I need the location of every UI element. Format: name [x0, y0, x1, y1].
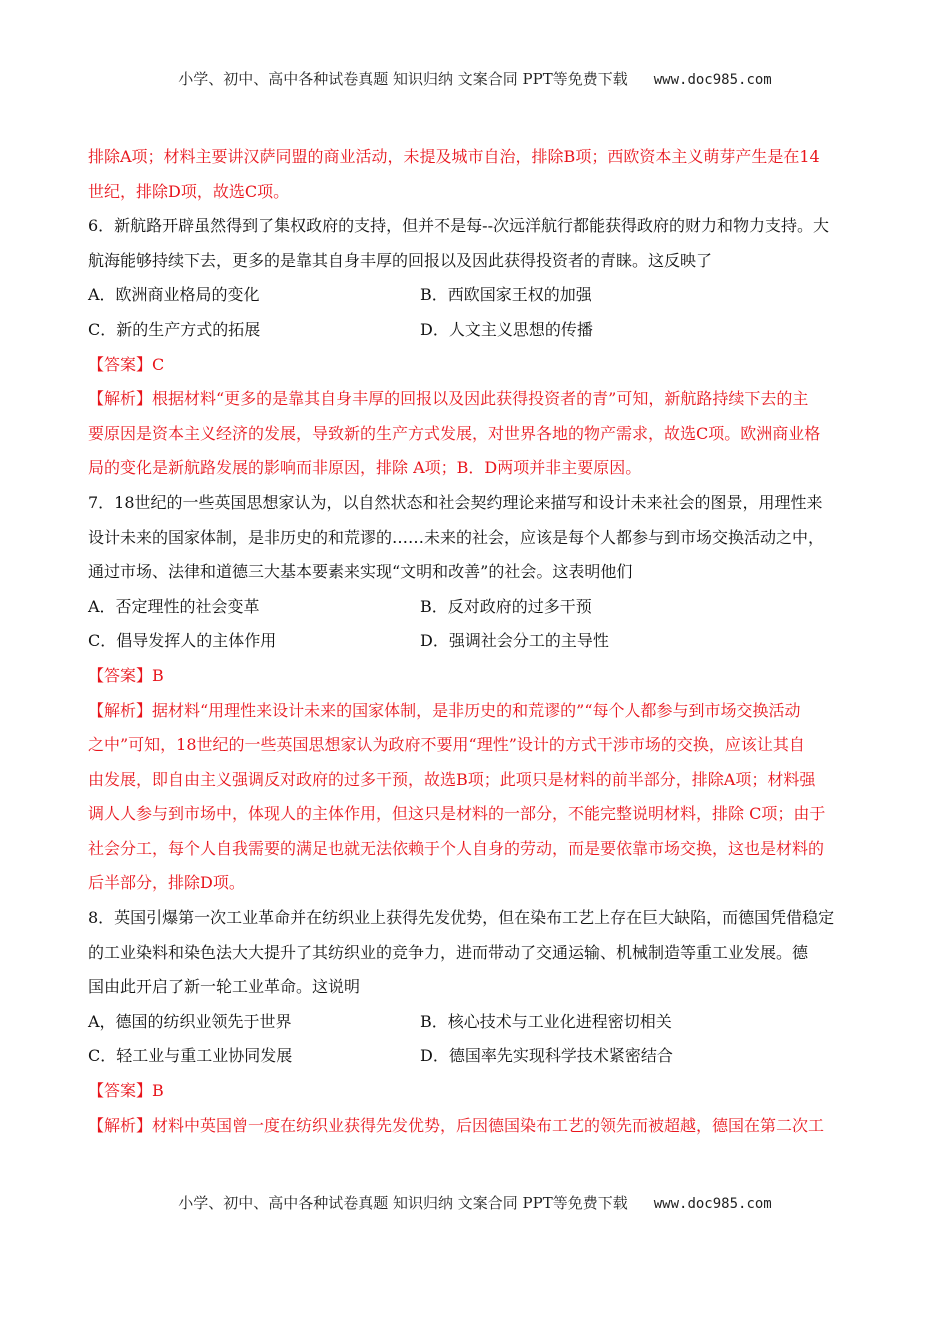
answer-label: 【答案】C	[88, 354, 165, 374]
analysis-line: 后半部分，排除D项。	[88, 873, 245, 893]
question-stem-line: 的工业染料和染色法大大提升了其纺织业的竞争力，进而带动了交通运输、机械制造等重工业发展。德	[88, 942, 809, 962]
page-header	[0, 68, 950, 89]
page-footer	[0, 1192, 950, 1213]
question-7	[88, 486, 866, 901]
option-a: A．否定理性的社会变革	[88, 596, 260, 616]
answer-label: 【答案】B	[88, 1081, 164, 1101]
footer-text: 小学、初中、高中各种试卷真题 知识归纳 文案合同 PPT等免费下载	[178, 1194, 628, 1212]
options-row	[88, 624, 866, 659]
option-d: D．人文主义思想的传播	[420, 319, 593, 339]
header-text: 小学、初中、高中各种试卷真题 知识归纳 文案合同 PPT等免费下载	[178, 70, 628, 88]
option-d: D．德国率先实现科学技术紧密结合	[420, 1046, 673, 1066]
document-body	[88, 140, 866, 1143]
question-stem-line: 通过市场、法律和道德三大基本要素来实现“文明和改善”的社会。这表明他们	[88, 562, 633, 582]
header-site-link[interactable]: www.doc985.com	[653, 72, 772, 88]
question-6	[88, 209, 866, 486]
question-8	[88, 901, 866, 1143]
prev-analysis-line: 排除A项；材料主要讲汉萨同盟的商业活动，未提及城市自治，排除B项；西欧资本主义萌芽产生是在14	[88, 147, 820, 166]
analysis-line: 【解析】根据材料“更多的是靠其自身丰厚的回报以及因此获得投资者的青”可知，新航路持续下去的主	[88, 389, 809, 409]
question-stem-line: 6．新航路开辟虽然得到了集权政府的支持，但并不是每--次远洋航行都能获得政府的财力和物力支持。大	[88, 216, 829, 236]
analysis-line: 局的变化是新航路发展的影响而非原因，排除 A项；B．D两项并非主要原因。	[88, 458, 642, 478]
option-b: B．核心技术与工业化进程密切相关	[420, 1011, 672, 1031]
answer-label: 【答案】B	[88, 665, 164, 685]
question-stem-line: 航海能够持续下去，更多的是靠其自身丰厚的回报以及因此获得投资者的青睐。这反映了	[88, 250, 713, 270]
analysis-line: 社会分工，每个人自我需要的满足也就无法依赖于个人自身的劳动，而是要依靠市场交换，这也是材料的	[88, 838, 825, 858]
question-stem-line: 7．18世纪的一些英国思想家认为，以自然状态和社会契约理论来描写和设计未来社会的图景，用理性来	[88, 492, 823, 512]
option-b: B．西欧国家王权的加强	[420, 285, 592, 305]
analysis-line: 调人人参与到市场中，体现人的主体作用，但这只是材料的一部分，不能完整说明材料，排除 C项；由于	[88, 804, 826, 824]
analysis-line: 由发展，即自由主义强调反对政府的过多干预，故选B项；此项只是材料的前半部分，排除A项；材料强	[88, 769, 816, 789]
option-c: C．新的生产方式的拓展	[88, 319, 261, 339]
options-row	[88, 1039, 866, 1074]
option-a: A．欧洲商业格局的变化	[88, 285, 260, 305]
analysis-line: 要原因是资本主义经济的发展，导致新的生产方式发展，对世界各地的物产需求，故选C项。欧洲商业格	[88, 423, 821, 443]
option-d: D．强调社会分工的主导性	[420, 631, 609, 651]
analysis-line: 【解析】据材料“用理性来设计未来的国家体制，是非历史的和荒谬的”“每个人都参与到市场交换活动	[88, 700, 801, 720]
analysis-line: 【解析】材料中英国曾一度在纺织业获得先发优势，后因德国染布工艺的领先而被超越，德国在第二次工	[88, 1115, 825, 1135]
footer-site-link[interactable]: www.doc985.com	[653, 1196, 772, 1212]
analysis-line: 之中”可知，18世纪的一些英国思想家认为政府不要用“理性”设计的方式干涉市场的交换，应该让其自	[88, 735, 805, 755]
options-row	[88, 590, 866, 625]
prev-analysis-line: 世纪，排除D项，故选C项。	[88, 181, 290, 201]
options-row	[88, 278, 866, 313]
options-row	[88, 313, 866, 348]
option-c: C．倡导发挥人的主体作用	[88, 631, 277, 651]
option-b: B．反对政府的过多干预	[420, 596, 592, 616]
question-stem-line: 设计未来的国家体制，是非历史的和荒谬的……未来的社会，应该是每个人都参与到市场交换活动之中，	[88, 527, 825, 547]
option-c: C．轻工业与重工业协同发展	[88, 1046, 293, 1066]
option-a: A，德国的纺织业领先于世界	[88, 1011, 292, 1031]
options-row	[88, 1005, 866, 1040]
question-stem-line: 8．英国引爆第一次工业革命并在纺织业上获得先发优势，但在染布工艺上存在巨大缺陷，而德国凭借稳定	[88, 908, 835, 928]
question-stem-line: 国由此开启了新一轮工业革命。这说明	[88, 977, 361, 997]
